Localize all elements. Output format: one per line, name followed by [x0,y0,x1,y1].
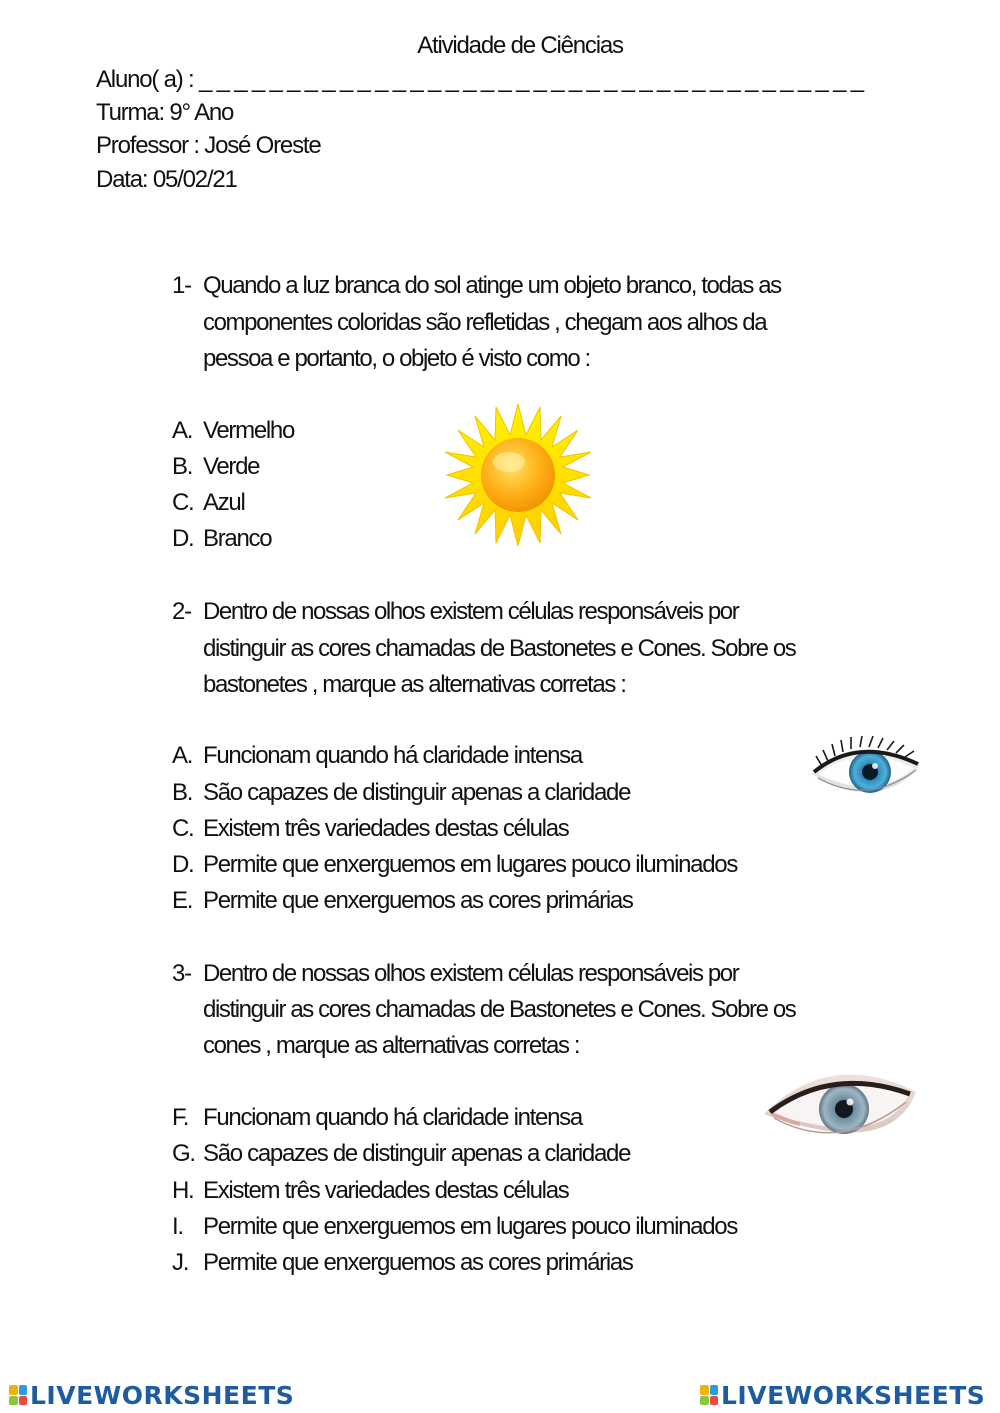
question-1-text-line: Quando a luz branca do sol atinge um objeto branco, todas as [203,272,781,299]
question-3-option-i[interactable]: I. Permite que enxerguemos em lugares pouco iluminados [172,1213,738,1240]
question-1-option-c[interactable]: C. Azul [172,489,245,516]
question-2-option-a[interactable]: A. Funcionam quando há claridade intensa [172,742,582,769]
question-2-text-line: distinguir as cores chamadas de Bastonetes e Cones. Sobre os [203,635,796,662]
grey-eye-icon [760,1062,920,1158]
question-1-number: 1- [172,272,191,299]
question-3-text-line: Dentro de nossas olhos existem células responsáveis por [203,960,739,987]
question-3-option-g[interactable]: G. São capazes de distinguir apenas a claridade [172,1140,631,1167]
question-2-number: 2- [172,598,191,625]
question-1-text-line: componentes coloridas são refletidas , chegam aos alhos da [203,309,767,336]
student-name-line: Aluno( a) : _ _ _ _ _ _ _ _ _ _ _ _ _ _ _ _ _ _ _ _ _ _ _ _ _ _ _ _ _ _ _ _ _ _ _ _ _ _ [96,66,863,93]
question-2-option-d[interactable]: D. Permite que enxerguemos em lugares pouco iluminados [172,851,738,878]
teacher-line: Professor : José Oreste [96,132,321,159]
class-line: Turma: 9° Ano [96,99,234,126]
question-1-option-b[interactable]: B. Verde [172,453,260,480]
question-3-option-h[interactable]: H. Existem três variedades destas células [172,1177,569,1204]
blue-eye-icon [808,736,924,814]
question-2-text-line: Dentro de nossas olhos existem células responsáveis por [203,598,739,625]
question-2-option-e[interactable]: E. Permite que enxerguemos as cores primárias [172,887,633,914]
logo-badge-icon [700,1385,718,1405]
question-3-number: 3- [172,960,191,987]
question-2-option-b[interactable]: B. São capazes de distinguir apenas a claridade [172,779,631,806]
question-2-text-line: bastonetes , marque as alternativas corretas : [203,671,626,698]
liveworksheets-logo-left: LIVEWORKSHEETS [9,1378,294,1412]
sun-icon [445,402,591,548]
question-1-option-a[interactable]: A. Vermelho [172,417,294,444]
date-line: Data: 05/02/21 [96,166,237,193]
question-2-option-c[interactable]: C. Existem três variedades destas células [172,815,569,842]
liveworksheets-logo-right: LIVEWORKSHEETS [700,1378,985,1412]
question-1-text-line: pessoa e portanto, o objeto é visto como : [203,345,590,372]
question-3-option-f[interactable]: F. Funcionam quando há claridade intensa [172,1104,582,1131]
question-3-option-j[interactable]: J. Permite que enxerguemos as cores primárias [172,1249,633,1276]
question-3-text-line: distinguir as cores chamadas de Bastonetes e Cones. Sobre os [203,996,796,1023]
question-1-option-d[interactable]: D. Branco [172,525,272,552]
question-3-text-line: cones , marque as alternativas corretas : [203,1032,580,1059]
logo-badge-icon [9,1385,27,1405]
worksheet-title: Atividade de Ciências [417,32,623,59]
